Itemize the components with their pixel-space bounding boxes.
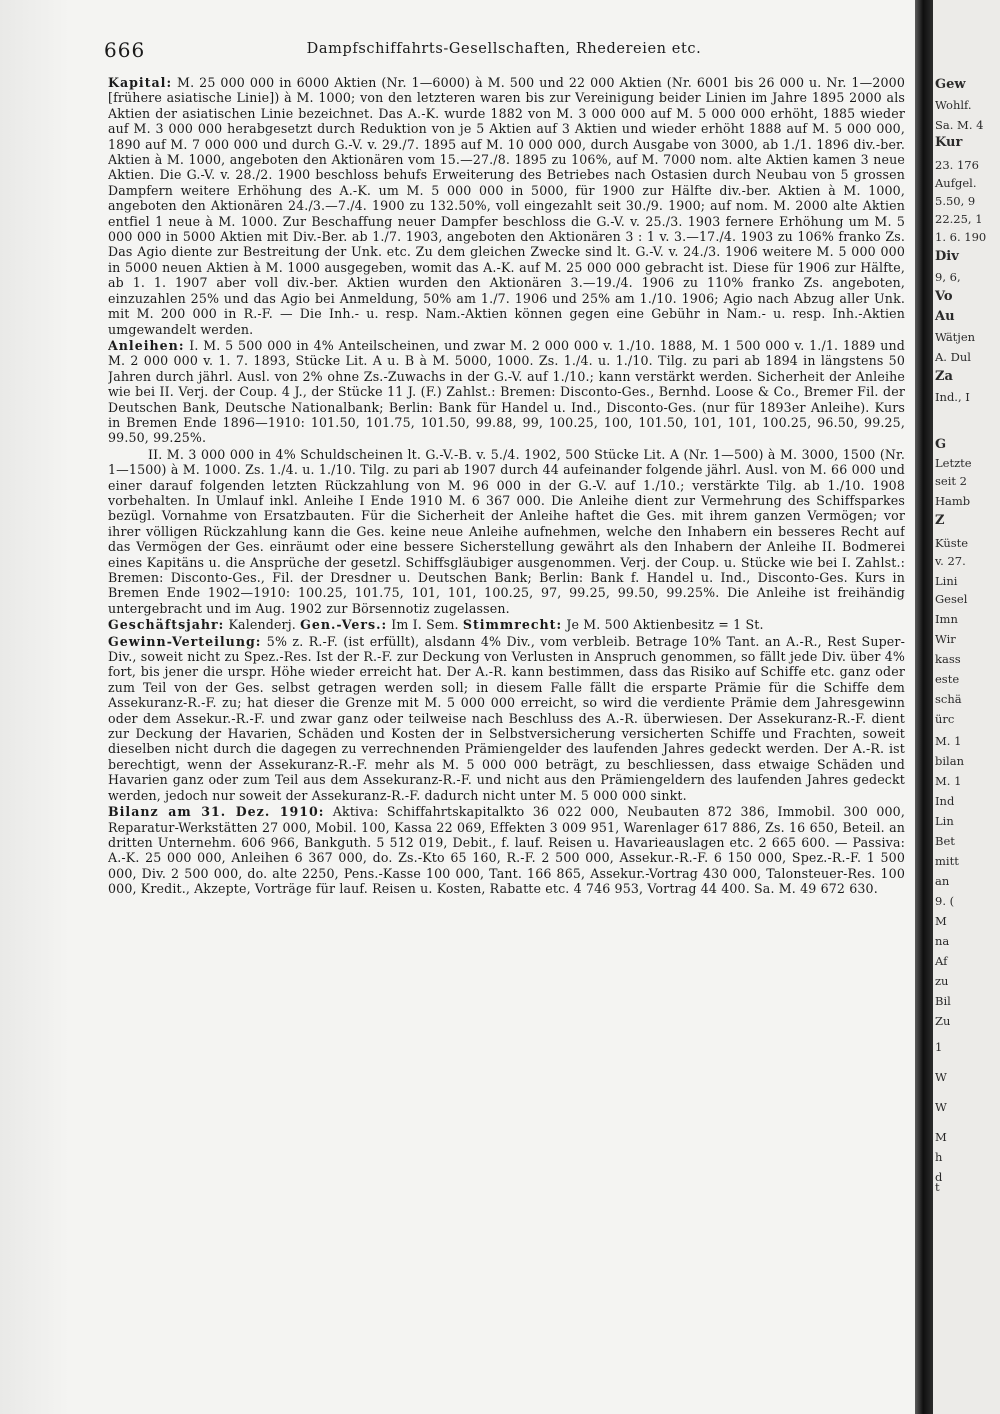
anleihen-text-2: II. M. 3 000 000 in 4% Schuldscheinen lt. G.-V.-B. v. 5./4. 1902, 500 Stücke Lit. A (Nr. 1—500) à M. 3000, 1500 (Nr. 1—1500) à M. 1000. Zs. 1./4. u. 1./10. Tilg. zu pari ab 1907 durch 44 aufeinander folgende jährl. Ausl. von M. 66 000 und einer darauf folgenden letzten Rückzahlung von M. 96 000 in der G.-V. auf 1./10.; verstärkte Tilg. ab 1./10. 1908 vorbehalten. In Umlauf inkl. Anleihe I Ende 1910 M. 6 367 000. Die Anleihe dient zur Vermehrung des Schiffsparkes bezügl. Vornahme von Ersatzbauten. Für die Sicherheit der Anleihe haftet die Ges. mit ihrem ganzen Vermögen; vor ihrer völligen Rückzahlung kann die Ges. keine neue Anleihe aufnehmen, welche den Inhabern ein besseres Recht auf das Vermögen der Ges. einräumt oder eine bessere Sicherstellung gewährt als den Inhabern der Anleihe II. Bodmerei eines Kapitäns u. die Ansprüche der gesetzl. Schiffsgläubiger ausgenommen. Verj. der Coup. u. Stücke wie bei I. Zahlst.: Bremen: Disconto-Ges., Fil. der Dresdner u. Deutschen Bank; Berlin: Bank f. Handel u. Ind., Disconto-Ges. Kurs in Bremen Ende 1902—1910: 100.25, 101.75, 101, 101, 100.25, 97, 99.25, 99.50, 99.25%. Die Anleihe ist freihändig untergebracht und im Aug. 1902 zur Börsennotiz zugelassen. (108, 446, 905, 616)
adjacent-page-text: Letzte (935, 456, 972, 470)
adjacent-page-text: Wohlf. (935, 98, 972, 112)
bilanz-label: Bilanz am 31. Dez. 1910: (108, 804, 325, 820)
adjacent-page-text: seit 2 (935, 474, 967, 488)
adjacent-page-text: 5.50, 9 (935, 194, 976, 208)
adjacent-page-text: an (935, 874, 950, 888)
geschaeftsjahr-label: Geschäftsjahr: (108, 617, 225, 633)
adjacent-page-text: A. Dul (935, 350, 971, 364)
adjacent-page-text: Kur (935, 135, 963, 150)
anleihen-text-1: I. M. 5 500 000 in 4% Anteilscheinen, und zwar M. 2 000 000 v. 1./10. 1888, M. 1 500 000 v. 1./1. 1889 und M. 2 000 000 v. 1. 7. 1893, Stücke Lit. A u. B à M. 5000, 1000. Zs. 1./4. u. 1./10. Tilg. zu pari ab 1894 in längstens 50 Jahren durch jährl. Ausl. von 2% ohne Zs.-Zuwachs in der G.-V. auf 1./10.; kann verstärkt werden. Sicherheit der Anleihe wie bei II. Verj. der Coup. 4 J., der Stücke 11 J. (F.) Zahlst.: Bremen: Disconto-Ges., Bernhd. Loose & Co., Bremer Fil. der Deutschen Bank, Deutsche Nationalbank; Berlin: Bank für Handel u. Ind., Disconto-Ges. (nur für 1893er Anleihe). Kurs in Bremen Ende 1896—1910: 101.50, 101.75, 101.50, 99.88, 99, 100.25, 100, 101.50, 101, 101, 100.25, 96.50, 99.25, 99.50, 99.25%. (108, 337, 905, 446)
adjacent-page-text: Lini (935, 574, 958, 588)
page-number: 666 (104, 38, 146, 62)
anleihen-section (108, 338, 905, 446)
adjacent-page-text: Bil (935, 994, 951, 1008)
anleihen-section-2 (108, 447, 905, 616)
adjacent-page-text: Wir (935, 632, 956, 646)
adjacent-page-text: Wätjen (935, 330, 976, 344)
adjacent-page-text: Div (935, 249, 959, 264)
adjacent-page-text: M (935, 914, 947, 928)
adjacent-page-text: W (935, 1070, 947, 1084)
gewinn-label: Gewinn-Verteilung: (108, 633, 262, 649)
kapital-text: M. 25 000 000 in 6000 Aktien (Nr. 1—6000) à M. 500 und 22 000 Aktien (Nr. 6001 bis 26 000 u. Nr. 1—2000 [frühere asiatische Linie]) à M. 1000; von den letzteren waren bis zur Vereinigung beider Linien im Jahre 1895 2000 als Aktien der asiatischen Linie bezeichnet. Das A.-K. wurde 1882 von M. 3 000 000 auf M. 5 000 000 erhöht, 1885 wieder auf M. 3 000 000 herabgesetzt durch Reduktion von je 5 Aktien auf 3 Aktien und wieder erhöht 1888 auf M. 5 000 000, 1890 auf M. 7 000 000 und durch G.-V. v. 29./7. 1895 auf M. 10 000 000, durch Ausgabe von 3000, ab 1./1. 1896 div.-ber. Aktien à M. 1000, angeboten den Aktionären vom 15.—27./8. 1895 zu 106%, auf M. 7000 nom. alte Aktien kamen 3 neue Aktien. Die G.-V. v. 28./2. 1900 beschloss behufs Erweiterung des Betriebes nach Ostasien durch Neubau von 5 grossen Dampfern weitere Erhöhung des A.-K. um M. 5 000 000 in 5000, für 1900 zur Hälfte div.-ber. Aktien à M. 1000, angeboten den Aktionären 24./3.—7./4. 1900 zu 132.50%, voll eingezahlt seit 30./9. 1900; auf nom. M. 2000 alte Aktien entfiel 1 neue à M. 1000. Zur Beschaffung neuer Dampfer beschloss die G.-V. v. 25./3. 1903 fernere Erhöhung um M. 5 000 000 in 5000 Aktien mit Div.-Ber. ab 1./7. 1903, angeboten den Aktionären 3 : 1 v. 3.—17./4. 1903 zu 106% franko Zs. Das Agio diente zur Bestreitung der Unk. etc. Zu dem gleichen Zwecke sind lt. G.-V. v. 24./3. 1906 weitere M. 5 000 000 in 5000 neuen Aktien à M. 1000 ausgegeben, womit das A.-K. auf M. 25 000 000 gebracht ist. Diese für 1906 zur Hälfte, ab 1. 1. 1907 aber voll div.-ber. Aktien wurden den Aktionären 3.—19./4. 1906 zu 110% franko Zs. angeboten, einzuzahlen 25% und das Agio bei Anmeldung, 50% am 1./7. 1906 und 25% am 1./10. 1906; Agio nach Abzug aller Unk. mit M. 200 000 in R.-F. — Die Inh.- u. resp. Nam.-Aktien können gegen eine Gebühr in Nam.- u. resp. Inh.-Aktien umgewandelt werden. (108, 75, 905, 337)
adjacent-page-text: M (935, 1130, 947, 1144)
gen-vers-text: Im I. Sem. (391, 617, 459, 633)
main-text (108, 75, 905, 1385)
geschaeftsjahr-section (108, 617, 905, 632)
adjacent-page-text: 23. 176 (935, 158, 979, 172)
adjacent-page-text: kass (935, 652, 961, 666)
adjacent-page-text: bilan (935, 754, 964, 768)
adjacent-page-text: 9. ( (935, 894, 955, 908)
adjacent-page-text: Z (935, 513, 945, 528)
left-margin (0, 0, 70, 1414)
kapital-section (108, 75, 905, 337)
geschaeftsjahr-text: Kalenderj. (228, 617, 296, 633)
adjacent-page-text: Ind., I (935, 390, 970, 404)
adjacent-page-text: Aufgel. (935, 176, 977, 190)
adjacent-page-text: 1 (935, 1040, 943, 1054)
adjacent-page-text: M. 1 (935, 774, 962, 788)
adjacent-page-text: Gesel (935, 592, 968, 606)
adjacent-page-text: Ind (935, 794, 955, 808)
adjacent-page-text: Imn (935, 612, 958, 626)
adjacent-page-text: Sa. M. 4 (935, 118, 984, 132)
adjacent-page-text: zu (935, 974, 949, 988)
adjacent-page-text: na (935, 934, 950, 948)
gewinn-section (108, 634, 905, 803)
adjacent-page-text: mitt (935, 854, 959, 868)
running-title: Dampfschiffahrts-Gesellschaften, Rhedereien etc. (306, 41, 702, 57)
adjacent-page-text: Za (935, 369, 953, 384)
adjacent-page-text: ürc (935, 712, 955, 726)
adjacent-page-text: Lin (935, 814, 954, 828)
anleihen-label: Anleihen: (108, 337, 185, 353)
bilanz-text: Aktiva: Schiffahrtskapitalkto 36 022 000, Neubauten 872 386, Immobil. 300 000, Reparatur-Werkstätten 27 000, Mobil. 100, Kassa 22 069, Effekten 3 009 951, Warenlager 617 886, Zs. 16 650, Beteil. an dritten Unternehm. 606 966, Bankguth. 5 512 019, Debit., f. lauf. Reisen u. Havarieauslagen etc. 2 665 600. — Passiva: A.-K. 25 000 000, Anleihen 6 367 000, do. Zs.-Kto 65 160, R.-F. 2 500 000, Assekur.-R.-F. 6 150 000, Spez.-R.-F. 1 500 000, Div. 2 500 000, do. alte 2250, Pens.-Kasse 100 000, Tant. 166 865, Assekur.-Vortrag 430 000, Talonsteuer-Res. 100 000, Kredit., Akzepte, Vorträge für lauf. Reisen u. Kosten, Rabatte etc. 4 746 953, Vortrag 44 400. Sa. M. 49 672 630. (108, 804, 905, 897)
gewinn-text: 5% z. R.-F. (ist erfüllt), alsdann 4% Div., vom verbleib. Betrage 10% Tant. an A.-R., Rest Super-Div., soweit nicht zu Spez.-Res. Ist der R.-F. zur Deckung von Verlusten in Anspruch genommen, so fällt jede Div. über 4% fort, bis jener die urspr. Höhe wieder erreicht hat. Der A.-R. kann bestimmen, dass das Risiko auf Schiffe etc. ganz oder zum Teil von der Ges. selbst getragen werden soll; in diesem Falle fällt die ersparte Prämie für die Schiffe dem Assekuranz-R.-F. zu; hat dieser die Grenze mit M. 5 000 000 erreicht, so wird die verdiente Prämie dem Jahresgewinn oder dem Assekur.-R.-F. und zwar ganz oder teilweise nach Beschluss des A.-R. überwiesen. Der Assekuranz-R.-F. dient zur Deckung der Havarien, Schäden und Kosten der in Selbstversicherung versicherten Schiffe und Frachten, soweit dieselben nicht durch die dagegen zu verrechnenden Prämiengelder des laufenden Jahres gedeckt werden. Der A.-R. ist berechtigt, wenn der Assekuranz-R.-F. mehr als M. 5 000 000 beträgt, zu beschliessen, dass etwaige Schäden und Havarien ganz oder zum Teil aus dem Assekuranz-R.-F. und nicht aus den Prämiengeldern des laufenden Jahres gedeckt werden, jedoch nur soweit der Assekuranz-R.-F. dadurch nicht unter M. 5 000 000 sinkt. (108, 633, 905, 803)
stimmrecht-label: Stimmrecht: (462, 617, 563, 633)
stimmrecht-text: Je M. 500 Aktienbesitz = 1 St. (566, 617, 764, 633)
adjacent-page-text: 9, 6, (935, 270, 961, 284)
adjacent-page-text: este (935, 672, 960, 686)
kapital-label: Kapital: (108, 75, 173, 90)
adjacent-page-text: v. 27. (935, 554, 966, 568)
adjacent-page-text: Vo (935, 289, 953, 304)
adjacent-page-text: Küste (935, 536, 969, 550)
adjacent-page-text: M. 1 (935, 734, 962, 748)
adjacent-page-text: Bet (935, 834, 955, 848)
adjacent-page-text: d (935, 1170, 943, 1184)
adjacent-page-text: h (935, 1150, 943, 1164)
adjacent-page-text: G (935, 437, 947, 452)
adjacent-page-fragment (933, 0, 1000, 1414)
adjacent-page-text: Hamb (935, 494, 971, 508)
page-header (104, 38, 904, 64)
adjacent-page-text: Af (935, 954, 948, 968)
adjacent-page-text: schä (935, 692, 962, 706)
adjacent-page-text: Zu (935, 1014, 951, 1028)
adjacent-page-text: W (935, 1100, 947, 1114)
adjacent-page-text: Au (935, 309, 955, 324)
gen-vers-label: Gen.-Vers.: (300, 617, 388, 633)
bilanz-section (108, 804, 905, 896)
adjacent-page-text: 1. 6. 190 (935, 230, 987, 244)
adjacent-page-text: t (935, 1180, 940, 1194)
adjacent-page-text: Gew (935, 77, 966, 92)
adjacent-page-text: 22.25, 1 (935, 212, 983, 226)
book-spine-shadow (915, 0, 933, 1414)
